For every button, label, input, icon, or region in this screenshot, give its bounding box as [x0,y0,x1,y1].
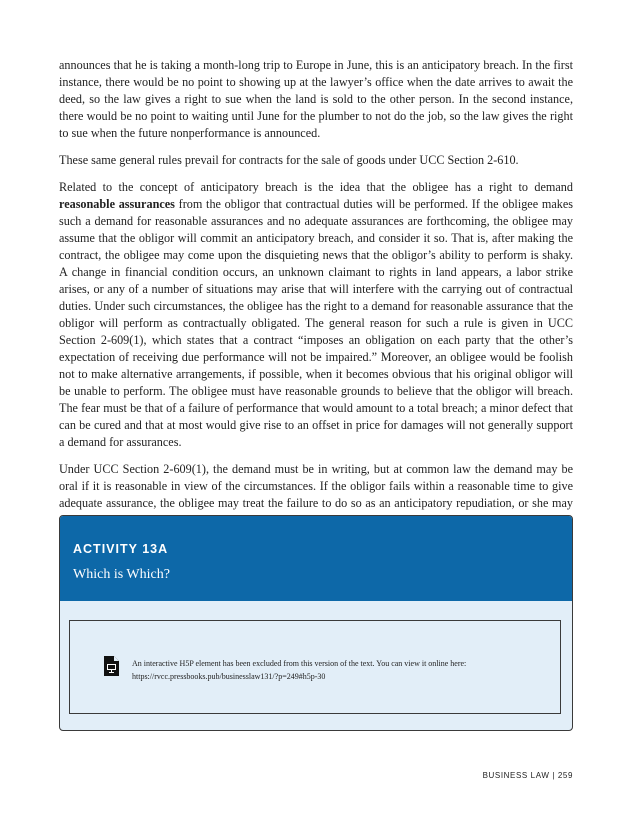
paragraph-anticipatory-breach-examples: announces that he is taking a month-long trip to Europe in June, this is an anticipatory breach. In the first instance, there would be no point to showing up at the lawyer’s office when the date arrives to await the deed, so the law gives a right to sue when the land is sold to the other person. In the second instance, there would be no point to waiting until June for the plumber to not do the job, so the law gives the right to sue when the future nonperformance is announced. [59,58,573,140]
paragraph-text: Related to the concept of anticipatory breach is the idea that the obligee has a right to demand [59,180,573,194]
h5p-notice-text: An interactive H5P element has been excluded from this version of the text. You can view it online here: [132,659,467,668]
footer-separator: | [552,771,556,780]
activity-label: ACTIVITY 13A [73,542,169,556]
activity-box [59,515,573,731]
paragraph-text: from the obligor that contractual duties will be performed. If the obligee makes such a demand for reasonable assurances and no adequate assurances are forthcoming, the obligee may assume that the obligor will commit an anticipatory breach, and consider it so. That is, after making the contract, the obligee may come upon the disquieting news that the obligor’s ability to perform is shaky. A change in financial condition occurs, an unknown claimant to rights in land appears, a labor strike arises, or any of a number of situations may arise that will interfere with the carrying out of contractual duties. Under such circumstances, the obligee has the right to a demand for reasonable assurance that the obligor will perform as contractually obligated. The general reason for such a rule is given in UCC Section 2-609(1), which states that a contract “imposes an obligation on each party that the other’s expectation of receiving due performance will not be impaired.” Moreover, an obligee would be foolish not to make alternative arrangements, if possible, when it becomes obvious that his original obligor will be unable to perform. The obligee must have reasonable grounds to believe that the obligor will breach. The fear must be that of a failure of performance that would amount to a total breach; a minor defect that can be cured and that at most would give rise to an offset in price for damages will not generally support a demand for assurances. [59,197,573,449]
page-footer [483,771,573,780]
activity-header [60,516,572,601]
h5p-notice [132,657,542,683]
key-term-reasonable-assurances: reasonable assurances [59,197,175,211]
running-title: BUSINESS LAW [482,771,550,780]
paragraph-reasonable-assurances [59,179,573,451]
h5p-link[interactable]: https://rvcc.pressbooks.pub/businesslaw131/?p=249#h5p-30 [132,672,326,681]
page-number: 259 [557,771,573,780]
paragraph-ucc-2-610: These same general rules prevail for contracts for the sale of goods under UCC Section 2-610. [59,153,519,167]
activity-title: Which is Which? [73,567,170,582]
h5p-placeholder [69,620,561,714]
page-body [59,57,573,539]
paragraph-ucc-2-609-demand: Under UCC Section 2-609(1), the demand must be in writing, but at common law the demand may be oral if it is reasonable in view of the circumstances. If the obligor fails within a reasonable time to give adequate assurance, the obligee may treat the failure to do so as an anticipatory repudiation, or she may [59,462,573,510]
presentation-icon [104,656,119,676]
